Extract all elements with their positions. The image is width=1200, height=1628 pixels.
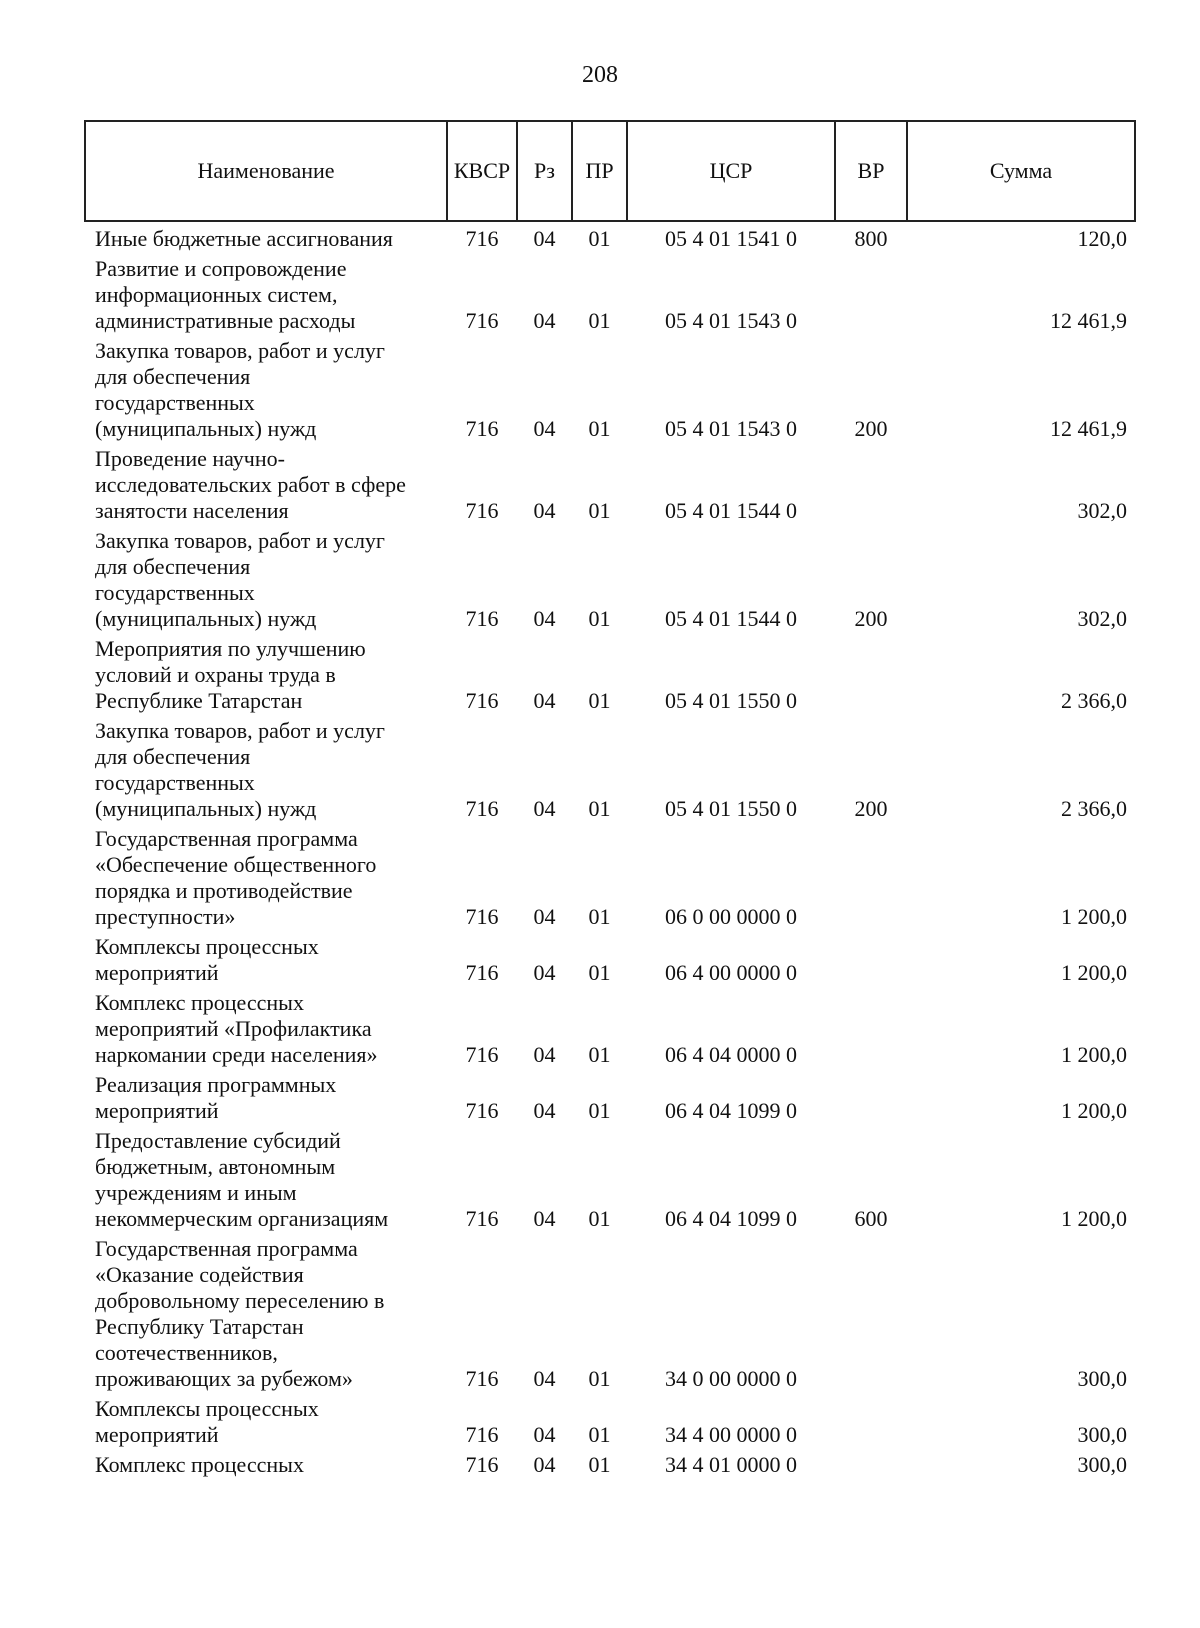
cell-rz: 04	[533, 498, 556, 523]
name-line: Комплекс процессных	[95, 1452, 304, 1477]
cell-pr: 01	[588, 904, 611, 929]
cell-rz: 04	[533, 226, 556, 251]
cell-name	[85, 632, 447, 714]
cell-rz: 04	[533, 960, 556, 985]
name-line: (муниципальных) нужд	[95, 796, 317, 821]
name-line: для обеспечения	[95, 364, 251, 389]
header-sum: Сумма	[907, 121, 1135, 221]
table-header-row	[85, 121, 1135, 221]
table-row	[85, 524, 1135, 632]
header-pr: ПР	[572, 121, 627, 221]
name-line: для обеспечения	[95, 554, 251, 579]
table-row	[85, 714, 1135, 822]
header-kvsr: КВСР	[447, 121, 517, 221]
name-line: мероприятий «Профилактика	[95, 1016, 372, 1041]
cell-pr: 01	[588, 416, 611, 441]
table-row	[85, 986, 1135, 1068]
table-row	[85, 1068, 1135, 1124]
cell-csr: 34 4 01 0000 0	[665, 1452, 797, 1477]
cell-sum: 1 200,0	[1061, 904, 1127, 929]
cell-vr: 600	[854, 1206, 888, 1231]
name-line: Мероприятия по улучшению	[95, 636, 366, 661]
cell-vr	[835, 822, 907, 930]
name-line: Закупка товаров, работ и услуг	[95, 528, 385, 553]
cell-vr	[835, 632, 907, 714]
cell-rz: 04	[533, 308, 556, 333]
table-row	[85, 632, 1135, 714]
name-line: Комплексы процессных	[95, 1396, 319, 1421]
table-row	[85, 221, 1135, 252]
table-row	[85, 822, 1135, 930]
page-number: 208	[582, 62, 618, 88]
cell-name	[85, 221, 447, 252]
cell-csr: 06 0 00 0000 0	[665, 904, 797, 929]
table-row	[85, 930, 1135, 986]
name-line: (муниципальных) нужд	[95, 606, 317, 631]
table-row	[85, 1448, 1135, 1478]
cell-csr: 06 4 04 0000 0	[665, 1042, 797, 1067]
cell-rz: 04	[533, 1206, 556, 1231]
cell-name	[85, 1392, 447, 1448]
name-line: государственных	[95, 390, 255, 415]
cell-sum: 120,0	[1077, 226, 1127, 251]
cell-kvsr: 716	[465, 308, 499, 333]
cell-kvsr: 716	[465, 1422, 499, 1447]
cell-sum: 1 200,0	[1061, 1206, 1127, 1231]
table-row	[85, 1232, 1135, 1392]
name-line: государственных	[95, 770, 255, 795]
cell-rz: 04	[533, 688, 556, 713]
name-line: государственных	[95, 580, 255, 605]
cell-csr: 05 4 01 1544 0	[665, 606, 797, 631]
cell-csr: 05 4 01 1544 0	[665, 498, 797, 523]
cell-kvsr: 716	[465, 416, 499, 441]
name-line: для обеспечения	[95, 744, 251, 769]
cell-kvsr: 716	[465, 904, 499, 929]
name-line: мероприятий	[95, 960, 219, 985]
cell-rz: 04	[533, 606, 556, 631]
cell-pr: 01	[588, 1452, 611, 1477]
cell-csr: 05 4 01 1543 0	[665, 308, 797, 333]
cell-name	[85, 442, 447, 524]
name-line: занятости населения	[95, 498, 289, 523]
name-line: некоммерческим организациям	[95, 1206, 389, 1231]
table-row	[85, 1392, 1135, 1448]
cell-vr	[835, 986, 907, 1068]
cell-sum: 300,0	[1077, 1366, 1127, 1391]
cell-vr: 200	[854, 606, 888, 631]
cell-rz: 04	[533, 1422, 556, 1447]
cell-name	[85, 930, 447, 986]
name-line: мероприятий	[95, 1098, 219, 1123]
cell-pr: 01	[588, 688, 611, 713]
name-line: исследовательских работ в сфере	[95, 472, 406, 497]
cell-csr: 06 4 00 0000 0	[665, 960, 797, 985]
name-line: (муниципальных) нужд	[95, 416, 317, 441]
name-line: «Обеспечение общественного	[95, 852, 377, 877]
cell-sum: 1 200,0	[1061, 1098, 1127, 1123]
name-line: административные расходы	[95, 308, 356, 333]
name-line: «Оказание содействия	[95, 1262, 304, 1287]
name-line: бюджетным, автономным	[95, 1154, 336, 1179]
name-line: Государственная программа	[95, 1236, 358, 1261]
cell-name	[85, 1068, 447, 1124]
cell-vr: 800	[854, 226, 888, 251]
name-line: Республику Татарстан	[95, 1314, 304, 1339]
cell-csr: 34 0 00 0000 0	[665, 1366, 797, 1391]
cell-csr: 05 4 01 1550 0	[665, 796, 797, 821]
name-line: наркомании среди населения»	[95, 1042, 378, 1067]
name-line: Комплекс процессных	[95, 990, 304, 1015]
cell-pr: 01	[588, 606, 611, 631]
name-line: Комплексы процессных	[95, 934, 319, 959]
cell-kvsr: 716	[465, 606, 499, 631]
cell-sum: 1 200,0	[1061, 1042, 1127, 1067]
cell-csr: 05 4 01 1543 0	[665, 416, 797, 441]
cell-pr: 01	[588, 1042, 611, 1067]
cell-kvsr: 716	[465, 1042, 499, 1067]
cell-vr	[835, 442, 907, 524]
cell-csr: 06 4 04 1099 0	[665, 1206, 797, 1231]
cell-vr: 200	[854, 796, 888, 821]
cell-pr: 01	[588, 1206, 611, 1231]
cell-pr: 01	[588, 226, 611, 251]
name-line: Республике Татарстан	[95, 688, 303, 713]
cell-sum: 300,0	[1077, 1452, 1127, 1477]
cell-sum: 2 366,0	[1061, 796, 1127, 821]
name-line: Закупка товаров, работ и услуг	[95, 718, 385, 743]
table-row	[85, 334, 1135, 442]
table-row	[85, 252, 1135, 334]
cell-name	[85, 334, 447, 442]
table-body	[85, 221, 1135, 1478]
cell-kvsr: 716	[465, 1452, 499, 1477]
cell-pr: 01	[588, 796, 611, 821]
header-rz: Рз	[517, 121, 572, 221]
name-line: порядка и противодействие	[95, 878, 353, 903]
cell-pr: 01	[588, 1098, 611, 1123]
name-line: Государственная программа	[95, 826, 358, 851]
table-row	[85, 442, 1135, 524]
cell-name	[85, 524, 447, 632]
cell-csr: 34 4 00 0000 0	[665, 1422, 797, 1447]
name-line: Иные бюджетные ассигнования	[95, 226, 393, 251]
table-row	[85, 1124, 1135, 1232]
cell-kvsr: 716	[465, 1206, 499, 1231]
cell-pr: 01	[588, 498, 611, 523]
name-line: информационных систем,	[95, 282, 338, 307]
cell-pr: 01	[588, 960, 611, 985]
header-csr: ЦСР	[627, 121, 835, 221]
cell-rz: 04	[533, 416, 556, 441]
name-line: проживающих за рубежом»	[95, 1366, 353, 1391]
cell-sum: 1 200,0	[1061, 960, 1127, 985]
cell-vr	[835, 252, 907, 334]
name-line: преступности»	[95, 904, 236, 929]
cell-kvsr: 716	[465, 1098, 499, 1123]
cell-name	[85, 822, 447, 930]
cell-csr: 06 4 04 1099 0	[665, 1098, 797, 1123]
cell-name	[85, 1232, 447, 1392]
cell-vr	[835, 1232, 907, 1392]
name-line: мероприятий	[95, 1422, 219, 1447]
cell-sum: 302,0	[1077, 498, 1127, 523]
cell-sum: 302,0	[1077, 606, 1127, 631]
cell-kvsr: 716	[465, 1366, 499, 1391]
cell-sum: 12 461,9	[1050, 308, 1127, 333]
name-line: Развитие и сопровождение	[95, 256, 347, 281]
cell-sum: 300,0	[1077, 1422, 1127, 1447]
cell-vr	[835, 1448, 907, 1478]
cell-pr: 01	[588, 1366, 611, 1391]
name-line: Закупка товаров, работ и услуг	[95, 338, 385, 363]
cell-rz: 04	[533, 1042, 556, 1067]
cell-rz: 04	[533, 904, 556, 929]
cell-kvsr: 716	[465, 226, 499, 251]
name-line: Предоставление субсидий	[95, 1128, 341, 1153]
cell-rz: 04	[533, 1098, 556, 1123]
cell-vr	[835, 1068, 907, 1124]
name-line: условий и охраны труда в	[95, 662, 336, 687]
cell-name	[85, 714, 447, 822]
budget-table	[84, 120, 1136, 1478]
cell-rz: 04	[533, 1452, 556, 1477]
cell-kvsr: 716	[465, 688, 499, 713]
cell-vr	[835, 930, 907, 986]
cell-vr: 200	[854, 416, 888, 441]
name-line: соотечественников,	[95, 1340, 278, 1365]
name-line: Проведение научно-	[95, 446, 285, 471]
header-vr: ВР	[835, 121, 907, 221]
cell-csr: 05 4 01 1541 0	[665, 226, 797, 251]
name-line: добровольному переселению в	[95, 1288, 385, 1313]
header-name: Наименование	[85, 121, 447, 221]
cell-kvsr: 716	[465, 960, 499, 985]
cell-name	[85, 1448, 447, 1478]
cell-name	[85, 986, 447, 1068]
cell-sum: 12 461,9	[1050, 416, 1127, 441]
name-line: Реализация программных	[95, 1072, 337, 1097]
cell-kvsr: 716	[465, 796, 499, 821]
cell-kvsr: 716	[465, 498, 499, 523]
cell-csr: 05 4 01 1550 0	[665, 688, 797, 713]
cell-name	[85, 1124, 447, 1232]
cell-rz: 04	[533, 1366, 556, 1391]
cell-pr: 01	[588, 1422, 611, 1447]
cell-sum: 2 366,0	[1061, 688, 1127, 713]
cell-name	[85, 252, 447, 334]
cell-pr: 01	[588, 308, 611, 333]
name-line: учреждениям и иным	[95, 1180, 297, 1205]
cell-rz: 04	[533, 796, 556, 821]
cell-vr	[835, 1392, 907, 1448]
